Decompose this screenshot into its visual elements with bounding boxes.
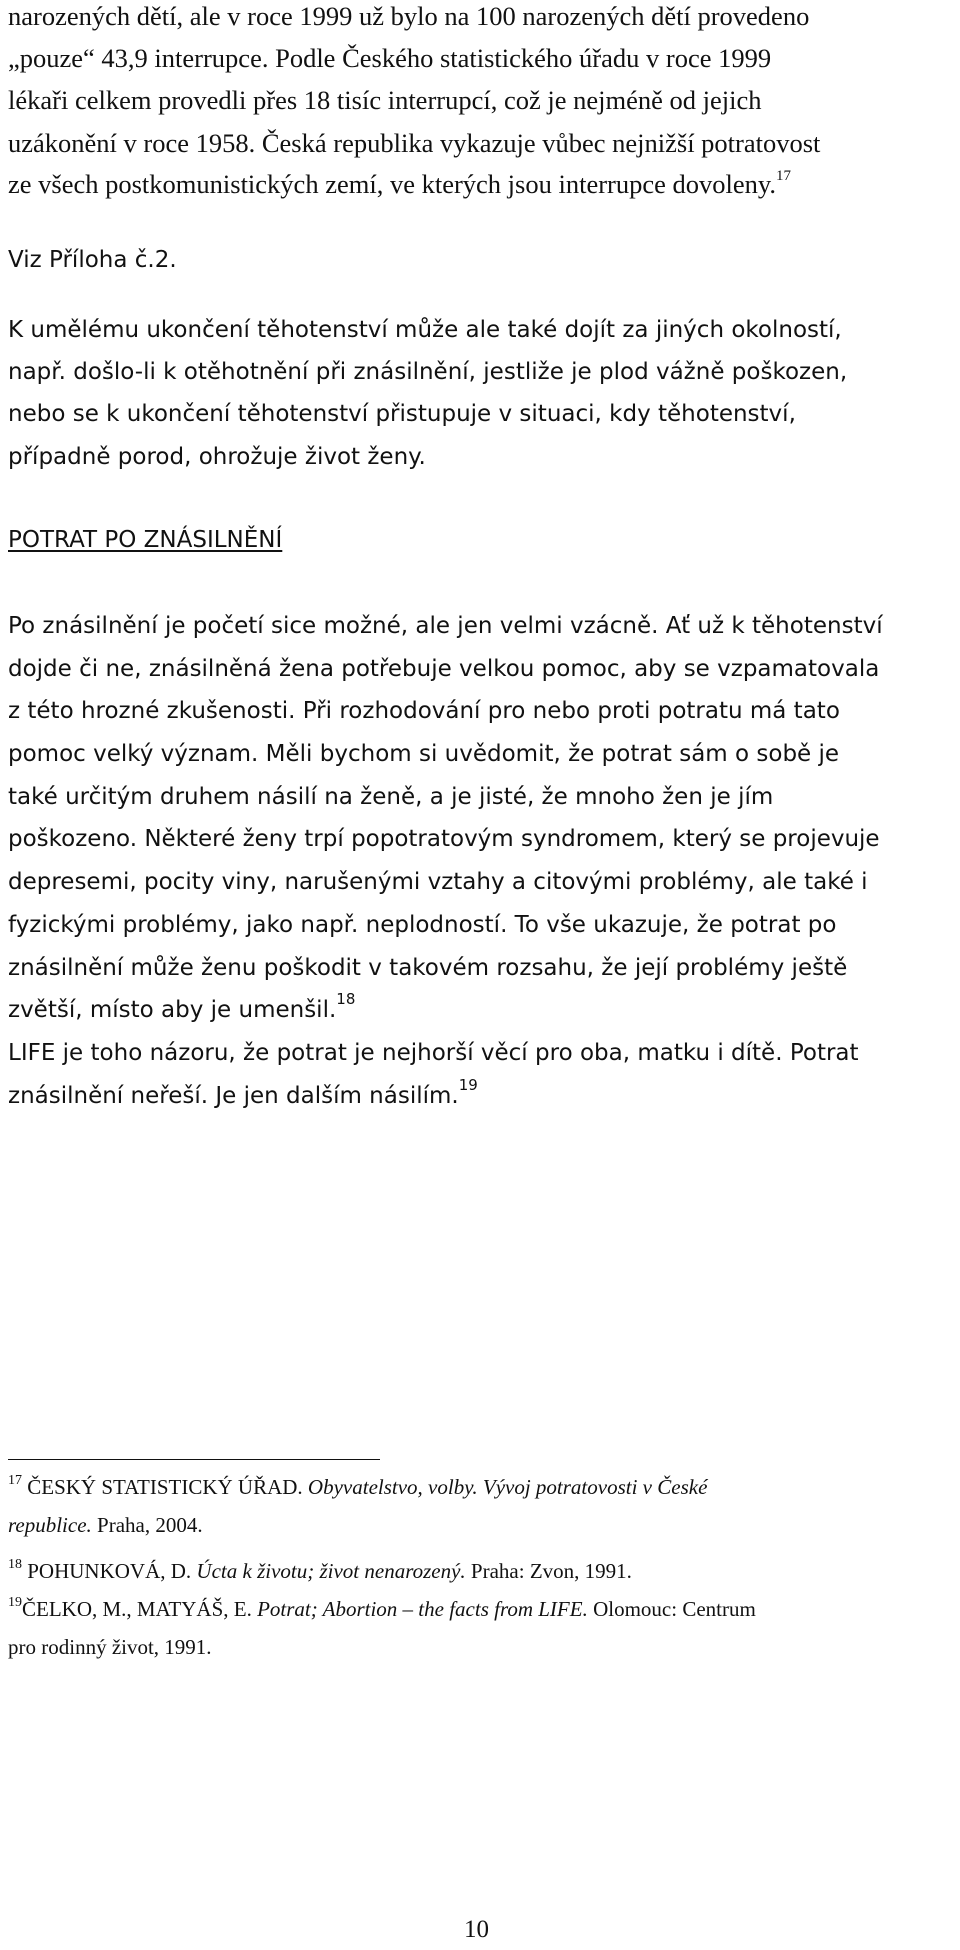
body-line: případně porod, ohrožuje život ženy. (8, 444, 426, 470)
body-line-with-ref (8, 168, 791, 205)
body-line: z této hrozné zkušenosti. Při rozhodování pro nebo proti potratu má tato (8, 698, 840, 724)
body-line: lékaři celkem provedli přes 18 tisíc interrupcí, což je nejméně od jejich (8, 85, 762, 115)
footnote-ref-19[interactable]: 19 (458, 1076, 478, 1094)
footnote-ref-18[interactable]: 18 (336, 990, 356, 1008)
body-text: zvětší, místo aby je umenšil. (8, 997, 337, 1023)
body-line: fyzickými problémy, jako např. neplodností. To vše ukazuje, že potrat po (8, 912, 837, 938)
footnote-author: ČESKÝ STATISTICKÝ ÚŘAD. (27, 1475, 303, 1499)
footnote-publisher: Praha, 2004. (97, 1513, 203, 1537)
footnote-18 (8, 1558, 632, 1588)
body-text: znásilnění neřeší. Je jen dalším násilím. (8, 1083, 459, 1109)
body-line: dojde či ne, znásilněná žena potřebuje velkou pomoc, aby se vzpamatovala (8, 656, 880, 682)
footnote-number: 19 (8, 1595, 22, 1610)
appendix-reference: Viz Příloha č.2. (8, 247, 177, 273)
footnote-17-cont (8, 1512, 203, 1538)
body-text: ze všech postkomunistických zemí, ve kterých jsou interrupce dovoleny. (8, 169, 777, 199)
body-line: narozených dětí, ale v roce 1999 už bylo na 100 narozených dětí provedeno (8, 1, 810, 31)
footnote-number: 17 (8, 1473, 22, 1488)
body-line: Po znásilnění je početí sice možné, ale jen velmi vzácně. Ať už k těhotenství (8, 613, 883, 639)
footnote-title: Obyvatelstvo, volby. Vývoj potratovosti v České (307, 1475, 708, 1499)
body-line: LIFE je toho názoru, že potrat je nejhorší věcí pro oba, matku i dítě. Potrat (8, 1040, 859, 1066)
footnote-title: republice. (8, 1513, 92, 1537)
footnote-19 (8, 1596, 756, 1626)
footnote-author: ČELKO, M., MATYÁŠ, E. (22, 1597, 252, 1621)
footnote-title: Úcta k životu; život nenarozený. (196, 1559, 466, 1583)
footnote-ref-17[interactable]: 17 (776, 168, 792, 184)
body-line: znásilnění může ženu poškodit v takovém rozsahu, že její problémy ještě (8, 955, 848, 981)
body-line: depresemi, pocity viny, narušenými vztahy a citovými problémy, ale také i (8, 869, 868, 895)
footnote-publisher: Olomouc: Centrum (593, 1597, 756, 1621)
page-number: 10 (464, 1916, 489, 1943)
body-line: uzákonění v roce 1958. Česká republika vykazuje vůbec nejnižší potratovost (8, 128, 821, 158)
footnote-17 (8, 1474, 707, 1504)
body-line: K umělému ukončení těhotenství může ale také dojít za jiných okolností, (8, 317, 842, 343)
footnote-title: Potrat; Abortion – the facts from LIFE. (257, 1597, 588, 1621)
footnote-separator (8, 1459, 380, 1460)
footnote-publisher: Praha: Zvon, 1991. (470, 1559, 632, 1583)
body-line: nebo se k ukončení těhotenství přistupuje v situaci, kdy těhotenství, (8, 401, 796, 427)
body-line: také určitým druhem násilí na ženě, a je jisté, že mnoho žen je jím (8, 784, 774, 810)
footnote-number: 18 (8, 1557, 22, 1572)
section-heading: POTRAT PO ZNÁSILNĚNÍ (8, 527, 283, 553)
body-line: poškozeno. Některé ženy trpí popotratovým syndromem, který se projevuje (8, 826, 880, 852)
footnote-author: POHUNKOVÁ, D. (27, 1559, 192, 1583)
footnote-19-cont: pro rodinný život, 1991. (8, 1635, 212, 1659)
body-line-with-ref (8, 990, 356, 1028)
body-line: „pouze“ 43,9 interrupce. Podle Českého statistického úřadu v roce 1999 (8, 43, 772, 73)
document-page (8, 0, 952, 1950)
body-line: např. došlo-li k otěhotnění při znásilnění, jestliže je plod vážně poškozen, (8, 359, 848, 385)
body-line-with-ref (8, 1076, 478, 1114)
body-line: pomoc velký význam. Měli bychom si uvědomit, že potrat sám o sobě je (8, 741, 840, 767)
